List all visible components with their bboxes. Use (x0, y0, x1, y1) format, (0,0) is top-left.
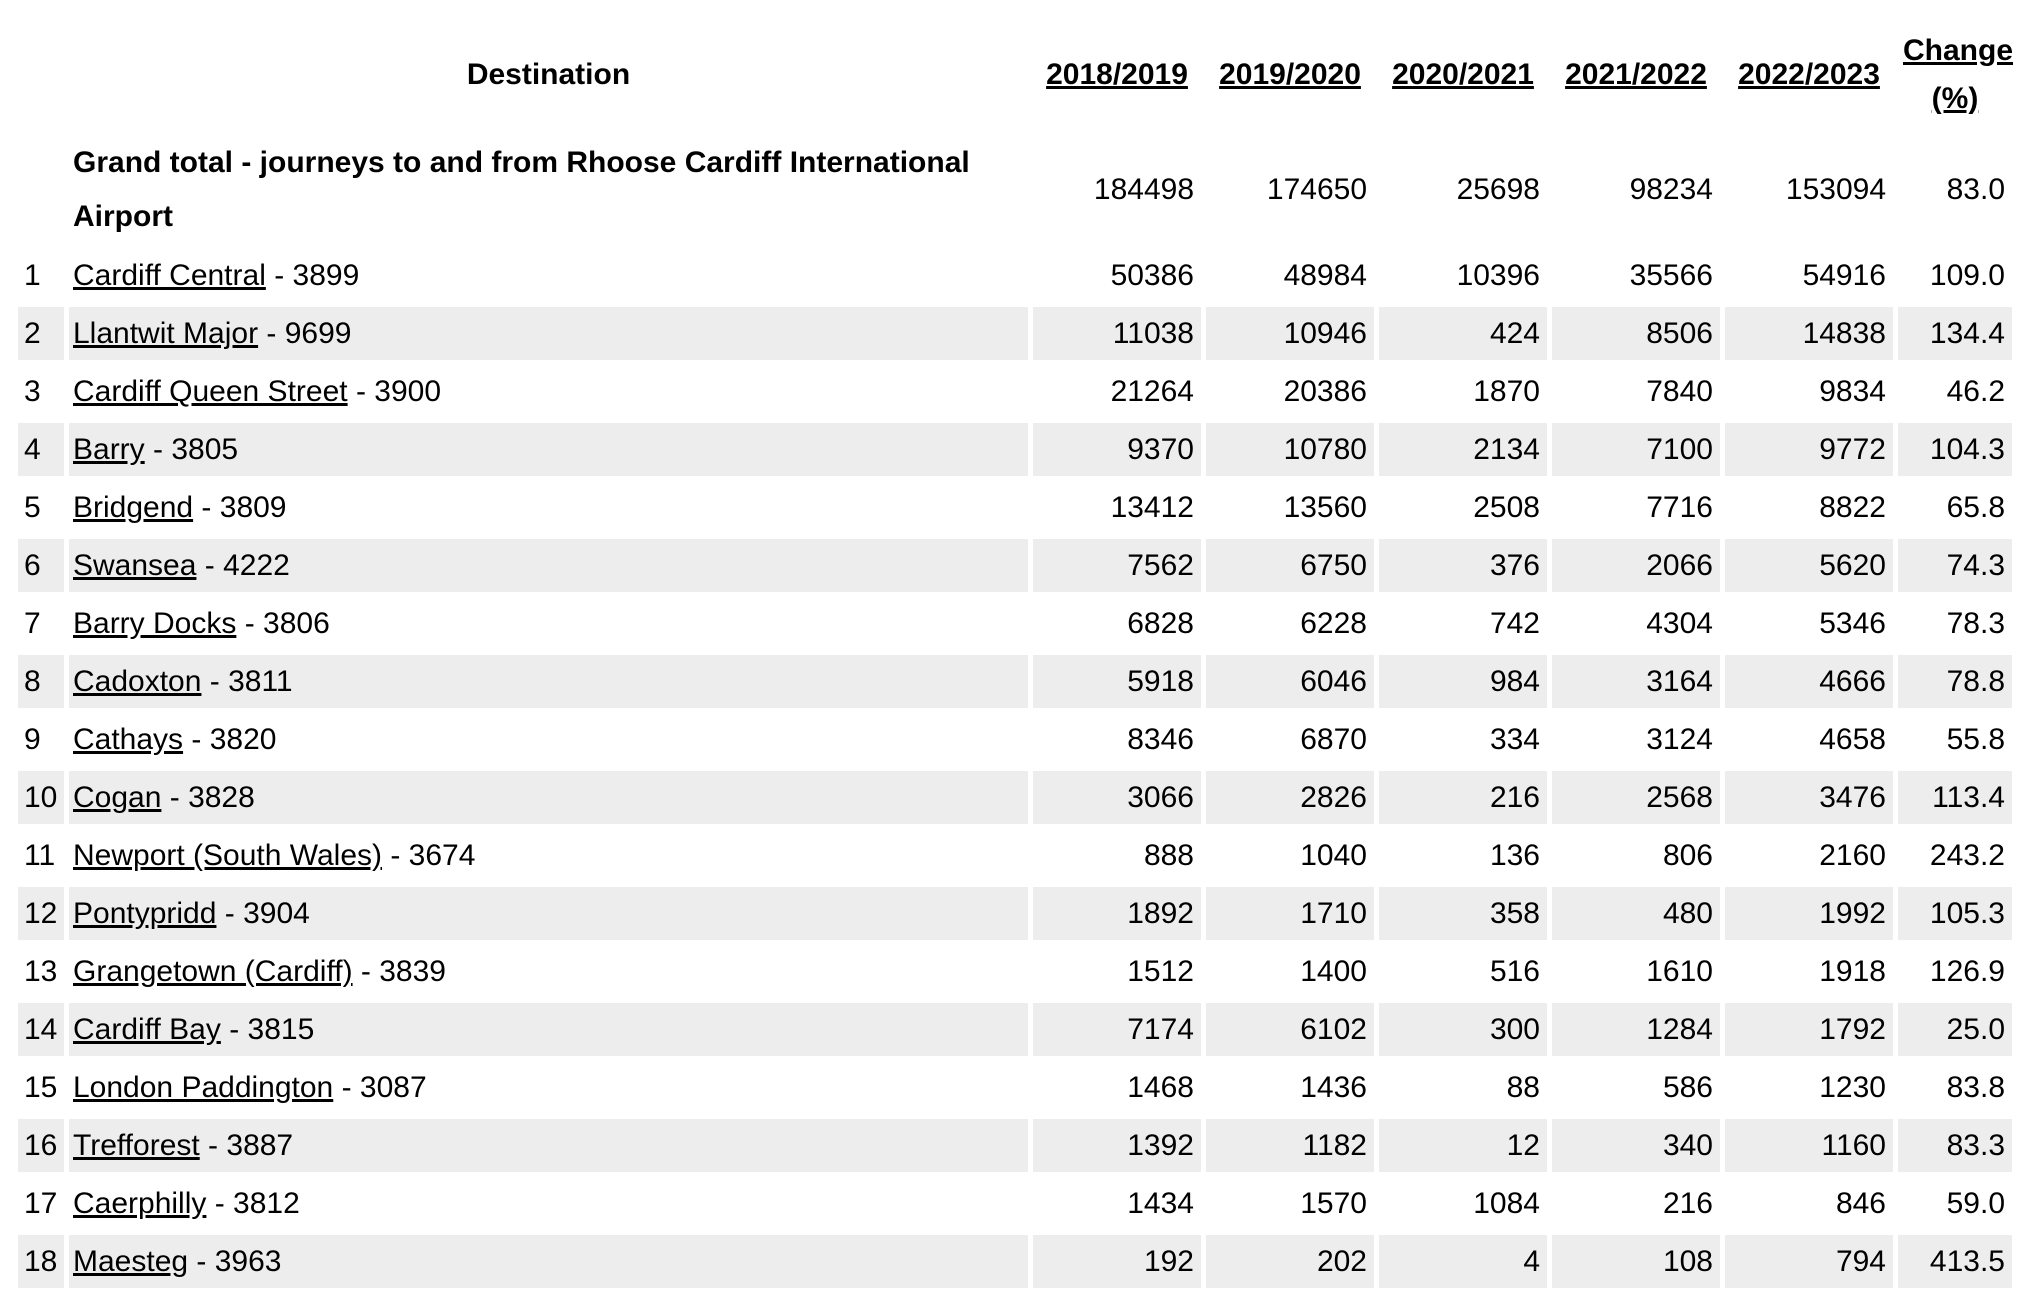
cell-value: 2826 (1206, 771, 1374, 824)
cell-value: 65.8 (1946, 491, 2005, 524)
table-row (18, 1003, 2012, 1056)
table-row (18, 539, 2012, 592)
cell-value: 243.2 (1929, 839, 2005, 872)
table-row (18, 1177, 2012, 1230)
cell-value: 78.8 (1898, 655, 2012, 708)
row-destination (69, 249, 1028, 302)
cell-value: 3164 (1552, 655, 1720, 708)
destination-suffix: - 3087 (333, 1071, 427, 1104)
year-column-header (1206, 19, 1374, 131)
row-rank: 4 (18, 423, 64, 476)
table-header (18, 19, 2012, 131)
row-destination (69, 597, 1028, 650)
destination-link[interactable]: London Paddington (73, 1071, 334, 1104)
destination-suffix: - 9699 (258, 317, 352, 350)
cell-value: 8506 (1552, 307, 1720, 360)
year-sort-link[interactable]: 2019/2020 (1219, 58, 1361, 91)
cell-value: 46.2 (1946, 375, 2005, 408)
row-destination (69, 1235, 1028, 1288)
cell-value: 1160 (1725, 1119, 1893, 1172)
row-rank: 17 (24, 1187, 58, 1220)
cell-value: 1084 (1473, 1187, 1540, 1220)
row-destination (69, 945, 1028, 998)
cell-value: 20386 (1283, 375, 1367, 408)
destination-suffix: - 3811 (201, 665, 293, 698)
cell-value: 6750 (1206, 539, 1374, 592)
destination-suffix: - 3815 (220, 1013, 315, 1046)
cell-value: 7100 (1552, 423, 1720, 476)
destination-suffix: - 3904 (216, 897, 310, 930)
row-rank: 15 (24, 1071, 58, 1104)
cell-value: 13560 (1283, 491, 1367, 524)
row-rank: 14 (18, 1003, 64, 1056)
cell-value: 1040 (1300, 839, 1367, 872)
row-destination (69, 539, 1028, 592)
row-rank: 3 (24, 375, 41, 408)
cell-value: 78.3 (1946, 607, 2005, 640)
cell-value: 1392 (1033, 1119, 1201, 1172)
cell-value: 2160 (1819, 839, 1886, 872)
destination-link[interactable]: Grangetown (Cardiff) (73, 955, 353, 988)
cell-value: 174650 (1266, 173, 1367, 206)
rank-column-header (18, 19, 64, 131)
cell-value: 7716 (1646, 491, 1713, 524)
cell-value: 9370 (1033, 423, 1201, 476)
cell-value: 108 (1552, 1235, 1720, 1288)
year-column-header (1552, 19, 1720, 131)
cell-value: 2568 (1552, 771, 1720, 824)
cell-value: 6828 (1127, 607, 1194, 640)
destination-link[interactable]: Barry Docks (73, 607, 237, 640)
row-rank: 7 (24, 607, 41, 640)
destination-link[interactable]: Cardiff Queen Street (73, 375, 348, 408)
cell-value: 14838 (1725, 307, 1893, 360)
table-row (18, 945, 2012, 998)
destination-link[interactable]: Cogan (73, 781, 162, 814)
cell-value: 1918 (1819, 955, 1886, 988)
cell-value: 10780 (1206, 423, 1374, 476)
row-destination (69, 829, 1028, 882)
row-destination (69, 423, 1028, 476)
cell-value: 83.8 (1946, 1071, 2005, 1104)
cell-value: 1992 (1725, 887, 1893, 940)
cell-value: 4666 (1725, 655, 1893, 708)
cell-value: 126.9 (1929, 955, 2005, 988)
cell-value: 742 (1489, 607, 1540, 640)
cell-value: 1792 (1725, 1003, 1893, 1056)
cell-value: 7174 (1033, 1003, 1201, 1056)
table-row (18, 249, 2012, 302)
cell-value: 1468 (1127, 1071, 1194, 1104)
cell-value: 109.0 (1929, 259, 2005, 292)
destination-suffix: - 3805 (144, 433, 239, 466)
destination-link[interactable]: Cardiff Bay (73, 1013, 221, 1046)
row-rank: 18 (18, 1235, 64, 1288)
cell-value: 216 (1379, 771, 1547, 824)
cell-value: 1610 (1646, 955, 1713, 988)
cell-value: 83.0 (1946, 173, 2005, 206)
cell-value: 9834 (1819, 375, 1886, 408)
destination-link[interactable]: Newport (South Wales) (73, 839, 382, 872)
cell-value: 25.0 (1898, 1003, 2012, 1056)
cell-value: 1434 (1127, 1187, 1194, 1220)
cell-value: 358 (1379, 887, 1547, 940)
cell-value: 74.3 (1898, 539, 2012, 592)
destination-link[interactable]: Cardiff Central (73, 259, 266, 292)
cell-value: 6870 (1300, 723, 1367, 756)
grand-total-row (18, 136, 2012, 244)
table-row (18, 597, 2012, 650)
row-rank: 8 (18, 655, 64, 708)
cell-value: 300 (1379, 1003, 1547, 1056)
cell-value: 25698 (1456, 173, 1540, 206)
cell-value: 1710 (1206, 887, 1374, 940)
year-column-header (1379, 19, 1547, 131)
cell-value: 888 (1143, 839, 1194, 872)
cell-value: 104.3 (1898, 423, 2012, 476)
cell-value: 794 (1725, 1235, 1893, 1288)
cell-value: 59.0 (1946, 1187, 2005, 1220)
cell-value: 806 (1662, 839, 1713, 872)
destination-suffix: - 3812 (206, 1187, 300, 1220)
destination-link[interactable]: Pontypridd (73, 897, 217, 930)
cell-value: 8822 (1819, 491, 1886, 524)
table-row (18, 771, 2012, 824)
cell-value: 4658 (1819, 723, 1886, 756)
cell-value: 21264 (1110, 375, 1194, 408)
journeys-table (13, 14, 2017, 1293)
cell-value: 55.8 (1946, 723, 2005, 756)
cell-value: 1436 (1300, 1071, 1367, 1104)
row-rank: 11 (24, 839, 56, 872)
cell-value: 413.5 (1898, 1235, 2012, 1288)
cell-value: 5918 (1033, 655, 1201, 708)
cell-value: 6046 (1206, 655, 1374, 708)
cell-value: 11038 (1033, 307, 1201, 360)
cell-value: 35566 (1629, 259, 1713, 292)
table-row (18, 1119, 2012, 1172)
cell-value: 113.4 (1898, 771, 2012, 824)
cell-value: 136 (1489, 839, 1540, 872)
table-row (18, 481, 2012, 534)
row-destination (69, 771, 1028, 824)
cell-value: 184498 (1093, 173, 1194, 206)
row-rank: 2 (18, 307, 64, 360)
cell-value: 134.4 (1898, 307, 2012, 360)
cell-value: 6228 (1300, 607, 1367, 640)
cell-value: 1570 (1300, 1187, 1367, 1220)
cell-value: 8346 (1127, 723, 1194, 756)
row-destination (69, 713, 1028, 766)
year-sort-link[interactable]: 2020/2021 (1392, 58, 1534, 91)
destination-link[interactable]: Llantwit Major (73, 317, 259, 350)
cell-value: 2066 (1552, 539, 1720, 592)
row-rank: 5 (24, 491, 41, 524)
change-column-header (1898, 19, 2012, 131)
cell-value: 1400 (1300, 955, 1367, 988)
table-row (18, 365, 2012, 418)
cell-value: 9772 (1725, 423, 1893, 476)
cell-value: 6102 (1206, 1003, 1374, 1056)
cell-value: 7562 (1033, 539, 1201, 592)
cell-value: 202 (1206, 1235, 1374, 1288)
cell-value: 153094 (1785, 173, 1886, 206)
cell-value: 4 (1379, 1235, 1547, 1288)
cell-value: 1870 (1473, 375, 1540, 408)
cell-value: 340 (1552, 1119, 1720, 1172)
destination-suffix: - 3900 (347, 375, 442, 408)
row-destination (69, 1061, 1028, 1114)
cell-value: 3066 (1033, 771, 1201, 824)
row-destination (69, 481, 1028, 534)
cell-value: 1512 (1127, 955, 1194, 988)
cell-value: 10946 (1206, 307, 1374, 360)
cell-value: 10396 (1456, 259, 1540, 292)
row-rank: 13 (24, 955, 58, 988)
cell-value: 54916 (1802, 259, 1886, 292)
table-row (18, 655, 2012, 708)
row-rank: 6 (18, 539, 64, 592)
row-destination (69, 1177, 1028, 1230)
destination-suffix: - 3899 (265, 259, 360, 292)
cell-value: 334 (1489, 723, 1540, 756)
destination-suffix: - 3887 (199, 1129, 294, 1162)
cell-value: 50386 (1110, 259, 1194, 292)
row-rank: 16 (18, 1119, 64, 1172)
destination-suffix: - 3809 (193, 491, 287, 524)
table-row (18, 887, 2012, 940)
change-sort-link[interactable]: Change (%) (1903, 34, 2014, 115)
destination-link[interactable]: Barry (73, 433, 145, 466)
destination-suffix: - 3963 (188, 1245, 282, 1278)
destination-link[interactable]: Cadoxton (73, 665, 202, 698)
cell-value: 2134 (1379, 423, 1547, 476)
cell-value: 48984 (1283, 259, 1367, 292)
cell-value: 12 (1379, 1119, 1547, 1172)
cell-value: 1892 (1033, 887, 1201, 940)
row-destination (69, 365, 1028, 418)
destination-suffix: - 3674 (382, 839, 476, 872)
row-destination (69, 1119, 1028, 1172)
destination-link[interactable]: Caerphilly (73, 1187, 207, 1220)
cell-value: 5620 (1725, 539, 1893, 592)
row-destination (69, 307, 1028, 360)
year-sort-link[interactable]: 2021/2022 (1565, 58, 1707, 91)
table-row (18, 713, 2012, 766)
cell-value: 83.3 (1898, 1119, 2012, 1172)
destination-link[interactable]: Cathays (73, 723, 184, 756)
cell-value: 192 (1033, 1235, 1201, 1288)
cell-value: 424 (1379, 307, 1547, 360)
row-rank: 9 (24, 723, 41, 756)
row-rank: 12 (18, 887, 64, 940)
cell-value: 516 (1489, 955, 1540, 988)
destination-column-header: Destination (466, 58, 631, 91)
cell-value: 846 (1835, 1187, 1886, 1220)
cell-value: 586 (1662, 1071, 1713, 1104)
cell-value: 98234 (1629, 173, 1713, 206)
cell-value: 216 (1662, 1187, 1713, 1220)
cell-value: 3124 (1646, 723, 1713, 756)
cell-value: 376 (1379, 539, 1547, 592)
row-rank: 10 (18, 771, 64, 824)
cell-value: 1230 (1819, 1071, 1886, 1104)
cell-value: 480 (1552, 887, 1720, 940)
header-row (18, 19, 2012, 131)
cell-value: 1182 (1206, 1119, 1374, 1172)
year-sort-link[interactable]: 2022/2023 (1738, 58, 1880, 91)
year-sort-link[interactable]: 2018/2019 (1046, 58, 1188, 91)
table-row (18, 1061, 2012, 1114)
destination-link[interactable]: Trefforest (73, 1129, 200, 1162)
table-row (18, 423, 2012, 476)
year-column-header (1033, 19, 1201, 131)
table-row (18, 1235, 2012, 1288)
table-row (18, 307, 2012, 360)
cell-value: 2508 (1473, 491, 1540, 524)
row-rank (18, 136, 64, 244)
cell-value: 88 (1506, 1071, 1540, 1104)
cell-value: 3476 (1725, 771, 1893, 824)
destination-link[interactable]: Swansea (73, 549, 197, 582)
table-body (18, 136, 2012, 1288)
row-rank: 1 (24, 259, 41, 292)
row-destination (69, 655, 1028, 708)
destination-suffix: - 3839 (352, 955, 446, 988)
cell-value: 4304 (1646, 607, 1713, 640)
destination-suffix: - 3820 (183, 723, 277, 756)
row-destination (69, 1003, 1028, 1056)
cell-value: 1284 (1552, 1003, 1720, 1056)
destination-suffix: - 3828 (161, 781, 255, 814)
year-column-header (1725, 19, 1893, 131)
cell-value: 984 (1379, 655, 1547, 708)
cell-value: 105.3 (1898, 887, 2012, 940)
destination-link[interactable]: Bridgend (73, 491, 194, 524)
destination-suffix: - 3806 (236, 607, 330, 640)
cell-value: 7840 (1646, 375, 1713, 408)
row-destination (69, 887, 1028, 940)
cell-value: 13412 (1110, 491, 1194, 524)
destination-link[interactable]: Maesteg (73, 1245, 189, 1278)
table-row (18, 829, 2012, 882)
cell-value: 5346 (1819, 607, 1886, 640)
destination-suffix: - 4222 (196, 549, 290, 582)
grand-total-label: Grand total - journeys to and from Rhoose Cardiff International Airport (73, 146, 970, 233)
